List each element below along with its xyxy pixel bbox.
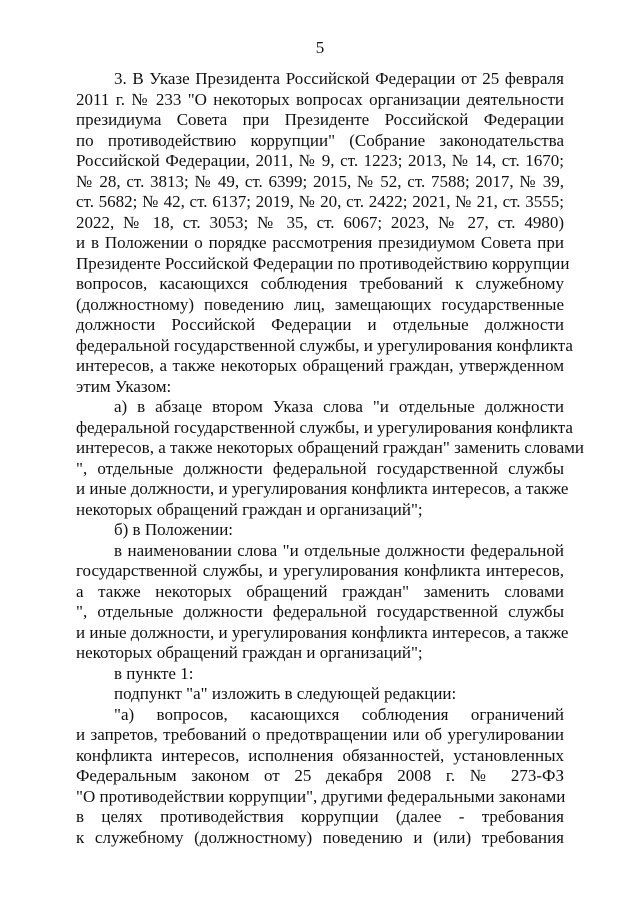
text-line: конфликта интересов, исполнения обязанностей, установленных — [76, 745, 564, 765]
text-line: вопросов, касающихся соблюдения требований к служебному — [76, 274, 564, 293]
text-line: 2011 г. № 233 "О некоторых вопросах организации деятельности — [76, 89, 564, 109]
text-line: 3. В Указе Президента Российской Федерации от 25 февраля — [114, 69, 564, 88]
text-line: некоторых обращений граждан и организаций"; — [76, 499, 423, 519]
text-line: по противодействию коррупции" (Собрание законодательства — [76, 130, 564, 150]
text-line: а) в абзаце втором Указа слова "и отдельные должности — [114, 397, 564, 416]
text-line: президиума Совета при Президенте Российской Федерации — [76, 110, 564, 129]
body-text — [76, 69, 584, 848]
text-line: "О противодействии коррупции", другими федеральными законами — [76, 786, 566, 806]
text-line: в целях противодействия коррупции (далее - требования — [76, 807, 564, 826]
text-line: некоторых обращений граждан и организаций"; — [76, 643, 423, 662]
text-line: "а) вопросов, касающихся соблюдения ограничений — [114, 704, 564, 724]
text-line: интересов, а также некоторых обращений граждан" заменить словами — [76, 438, 584, 457]
text-line: подпункт "а" изложить в следующей редакции: — [114, 684, 457, 703]
text-line: к служебному (должностному) поведению и (или) требования — [76, 827, 564, 847]
text-line: в пункте 1: — [114, 663, 194, 683]
text-line: государственной службы, и урегулирования конфликта интересов, — [76, 561, 564, 580]
text-line: ", отдельные должности федеральной государственной службы — [76, 602, 564, 621]
text-line: федеральной государственной службы, и урегулирования конфликта — [76, 335, 573, 355]
text-line: а также некоторых обращений граждан" заменить словами — [76, 581, 564, 601]
text-line: ", отдельные должности федеральной государственной службы — [76, 458, 564, 478]
text-line: (должностному) поведению лиц, замещающих государственные — [76, 294, 564, 314]
text-line: интересов, а также некоторых обращений граждан, утвержденном — [76, 356, 564, 375]
text-line: должности Российской Федерации и отдельные должности — [76, 315, 564, 334]
text-line: и иные должности, и урегулирования конфликта интересов, а также — [76, 479, 569, 498]
text-line: Федеральным законом от 25 декабря 2008 г. № 273-ФЗ — [76, 766, 564, 785]
text-line: 2022, № 18, ст. 3053; № 35, ст. 6067; 2023, № 27, ст. 4980) — [76, 212, 564, 232]
text-line: и иные должности, и урегулирования конфликта интересов, а также — [76, 622, 569, 642]
text-line: этим Указом: — [76, 376, 172, 396]
text-line: и запретов, требований о предотвращении или об урегулировании — [76, 725, 564, 744]
text-line: и в Положении о порядке рассмотрения президиумом Совета при — [76, 233, 564, 252]
text-line: в наименовании слова "и отдельные должности федеральной — [114, 540, 564, 560]
text-line: Российской Федерации, 2011, № 9, ст. 1223; 2013, № 14, ст. 1670; — [76, 151, 564, 170]
text-line: б) в Положении: — [114, 520, 234, 539]
text-line: ст. 5682; № 42, ст. 6137; 2019, № 20, ст. 2422; 2021, № 21, ст. 3555; — [76, 192, 564, 211]
text-line: № 28, ст. 3813; № 49, ст. 6399; 2015, № 52, ст. 7588; 2017, № 39, — [76, 171, 564, 191]
text-line: федеральной государственной службы, и урегулирования конфликта — [76, 417, 573, 437]
page-number: 5 — [315, 38, 325, 57]
text-line: Президенте Российской Федерации по противодействию коррупции — [76, 253, 570, 273]
